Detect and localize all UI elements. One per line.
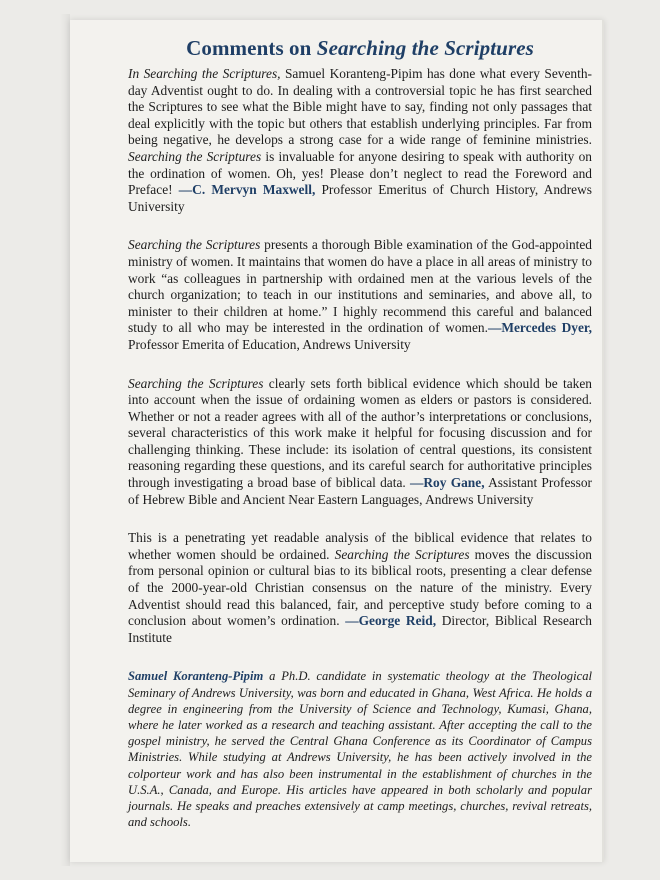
review-body: presents a thorough Bible examination of the God-appointed ministry of women. It maintains that women do have a place in all areas of ministry to work “as colleagues in partnership with ordained men at the various levels of the church organization; to teach in our institutions and seminaries, and above all, to minister to their children at home.” I highly recommend this careful and balanced study to all who may be interested in the ordination of women.	[128, 237, 592, 336]
review-author: —Roy Gane,	[410, 475, 485, 491]
review-maxwell	[128, 66, 592, 215]
review-gane	[128, 376, 592, 509]
review-affiliation: Professor Emerita of Education, Andrews University	[128, 336, 411, 352]
book-edge-shadow	[60, 14, 70, 866]
review-body: moves the discussion from personal opinion or cultural bias to its biblical roots, presenting a clear defense of the 2000-year-old Christian consensus on the nature of the ministry. Every Adventist should read this balanced, fair, and perceptive study before coming to a conclusion about women’s ordination.	[128, 546, 592, 629]
review-body: clearly sets forth biblical evidence which should be taken into account when the issue of ordaining women as elders or pastors is considered. Whether or not a reader agrees with all of the author’s interpretations or conclusions, several characteristics of this work make it helpful for focusing discussion and for challenging thinking. These include: its isolation of central questions, its consistent reasoning regarding these questions, and its careful search for authoritative principles through investigating a broad base of biblical data.	[128, 375, 592, 491]
review-lead: Searching the Scriptures	[128, 237, 261, 253]
review-book-title: Searching the Scriptures	[334, 546, 470, 562]
page-title	[128, 36, 592, 60]
review-author: —C. Mervyn Maxwell,	[178, 182, 316, 198]
review-body-continued: is invaluable for anyone desiring to speak with authority on the ordination of women. Oh, yes! Please don’t neglect to read the Foreword and Preface!	[128, 148, 592, 198]
review-affiliation: Director, Biblical Research Institute	[128, 613, 592, 645]
back-cover	[70, 20, 604, 862]
review-body: Samuel Koranteng-Pipim has done what every Seventh-day Adventist ought to do. In dealing with a controversial topic he has first searched the Scriptures to see what the Bible might have to say, finding not only passages that deal explicitly with the topic but others that establish underlying principles. Far from being negative, he develops a strong case for a wide range of feminine ministries.	[128, 66, 592, 148]
review-affiliation: Assistant Professor of Hebrew Bible and Ancient Near Eastern Languages, Andrews University	[128, 475, 593, 507]
review-affiliation: Professor Emeritus of Church History, Andrews University	[128, 182, 593, 214]
review-author: —George Reid,	[345, 613, 437, 629]
review-body-intro: This is a penetrating yet readable analysis of the biblical evidence that relates to whether women should be ordained.	[128, 530, 592, 562]
review-lead: In Searching the Scriptures,	[128, 66, 281, 81]
title-prefix: Comments on	[186, 36, 317, 60]
review-reid	[128, 530, 592, 646]
review-dyer	[128, 237, 592, 353]
title-book-name: Searching the Scriptures	[316, 36, 534, 60]
review-book-title: Searching the Scriptures	[128, 148, 262, 164]
cover-content	[128, 36, 592, 830]
author-bio	[128, 668, 592, 830]
review-author: —Mercedes Dyer,	[487, 320, 592, 336]
review-lead: Searching the Scriptures	[128, 375, 264, 391]
author-bio-name: Samuel Koranteng-Pipim	[128, 669, 264, 684]
author-bio-text: a Ph.D. candidate in systematic theology at the Theological Seminary of Andrews University, was born and educated in Ghana, West Africa. He holds a degree in engineering from the University of Science and Technology, Kumasi, Ghana, where he later worked as a research and teaching assistant. After accepting the call to the gospel ministry, he served the Central Ghana Conference as its Coordinator of Campus Ministries. While studying at Andrews University, he has been actively involved in the colporteur work and has also been instrumental in the establishment of churches in the U.S.A., Canada, and Europe. His articles have appeared in both scholarly and popular journals. He speaks and preaches extensively at camp meetings, churches, revival retreats, and schools.	[128, 669, 592, 830]
